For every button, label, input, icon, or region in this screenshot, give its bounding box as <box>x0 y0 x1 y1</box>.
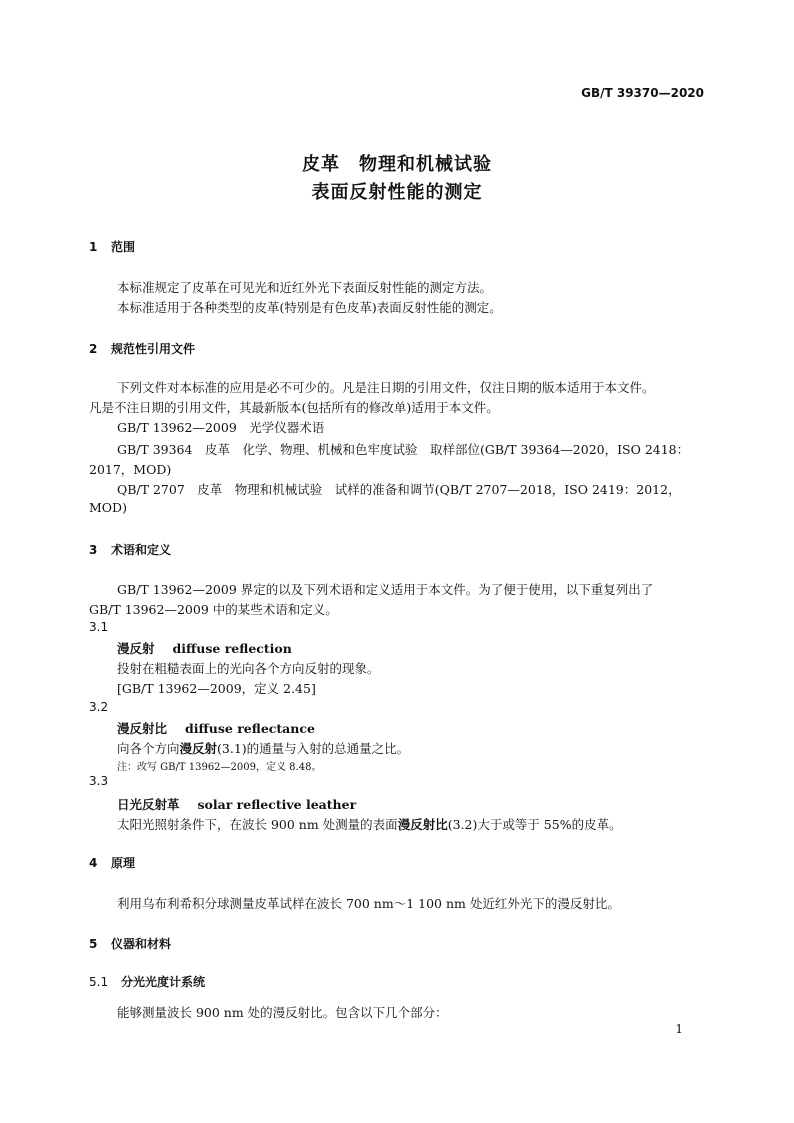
term-en: diffuse reflection <box>172 641 292 656</box>
term-note: 注：改写 GB/T 13962—2009，定义 8.48。 <box>117 762 322 773</box>
section-title: 仪器和材料 <box>111 937 172 951</box>
title-line-1: 皮革 物理和机械试验 <box>302 154 492 175</box>
reference-item-cont: 2017，MOD) <box>89 462 172 477</box>
definition-text: 向各个方向 <box>117 741 180 756</box>
section-number: 4 <box>89 856 98 870</box>
paragraph: 凡是不注日期的引用文件，其最新版本(包括所有的修改单)适用于本文件。 <box>89 400 499 415</box>
section-title: 范围 <box>111 240 136 254</box>
paragraph: 能够测量波长 900 nm 处的漫反射比。包含以下几个部分： <box>117 1005 448 1020</box>
section-number: 5 <box>89 937 98 951</box>
reference-item: GB/T 39364 皮革 化学、物理、机械和色牢度试验 取样部位(GB/T 39364—2020，ISO 2418： <box>117 442 690 457</box>
term-definition <box>117 739 409 757</box>
paragraph: 本标准规定了皮革在可见光和近红外光下表面反射性能的测定方法。 <box>117 280 493 295</box>
reference-item-cont: MOD) <box>89 500 127 515</box>
section-2-heading <box>89 340 195 357</box>
definition-text: 太阳光照射条件下，在波长 900 nm 处测量的表面 <box>117 817 398 832</box>
term-number: 3.1 <box>89 620 109 634</box>
term-zh: 日光反射革 <box>117 797 180 812</box>
section-4-heading <box>89 854 135 871</box>
section-number: 3 <box>89 543 98 557</box>
term-source: [GB/T 13962—2009，定义 2.45] <box>117 681 316 696</box>
term-heading <box>117 795 356 813</box>
term-number: 3.2 <box>89 700 109 714</box>
paragraph: GB/T 13962—2009 中的某些术语和定义。 <box>89 602 338 617</box>
term-zh: 漫反射 <box>117 641 155 656</box>
paragraph: 本标准适用于各种类型的皮革(特别是有色皮革)表面反射性能的测定。 <box>117 300 502 315</box>
term-number: 3.3 <box>89 774 109 788</box>
term-en: solar reflective leather <box>197 797 357 812</box>
term-cross-ref: 漫反射比 <box>397 817 448 832</box>
term-en: diffuse reflectance <box>185 721 315 736</box>
term-cross-ref: 漫反射 <box>179 741 218 756</box>
section-number: 1 <box>89 240 98 254</box>
subsection-title: 分光光度计系统 <box>121 975 206 989</box>
section-title: 原理 <box>111 856 136 870</box>
section-1-heading <box>89 238 135 255</box>
section-number: 2 <box>89 342 98 356</box>
term-definition <box>117 815 622 833</box>
paragraph: 下列文件对本标准的应用是必不可少的。凡是注日期的引用文件，仅注日期的版本适用于本文件。 <box>117 380 655 395</box>
reference-item: QB/T 2707 皮革 物理和机械试验 试样的准备和调节(QB/T 2707—2018，ISO 2419：2012， <box>117 482 681 497</box>
section-5-heading <box>89 935 171 952</box>
term-definition: 投射在粗糙表面上的光向各个方向反射的现象。 <box>117 661 380 676</box>
page-number: 1 <box>675 1022 683 1036</box>
paragraph: 利用乌布利希积分球测量皮革试样在波长 700 nm～1 100 nm 处近红外光下的漫反射比。 <box>117 896 620 911</box>
section-title: 术语和定义 <box>111 543 172 557</box>
paragraph: GB/T 13962—2009 界定的以及下列术语和定义适用于本文件。为了便于使用，以下重复列出了 <box>117 582 654 597</box>
reference-item: GB/T 13962—2009 光学仪器术语 <box>117 420 325 435</box>
definition-text: (3.2)大于或等于 55%的皮革。 <box>447 817 622 832</box>
section-title: 规范性引用文件 <box>111 342 196 356</box>
subsection-number: 5.1 <box>89 975 109 989</box>
term-zh: 漫反射比 <box>117 721 168 736</box>
standard-number: GB/T 39370—2020 <box>581 86 704 100</box>
subsection-5-1-heading <box>89 973 205 990</box>
title-line-2: 表面反射性能的测定 <box>311 182 483 203</box>
term-heading <box>117 719 315 737</box>
term-heading <box>117 639 292 657</box>
definition-text: (3.1)的通量与入射的总通量之比。 <box>217 741 410 756</box>
section-3-heading <box>89 541 171 558</box>
